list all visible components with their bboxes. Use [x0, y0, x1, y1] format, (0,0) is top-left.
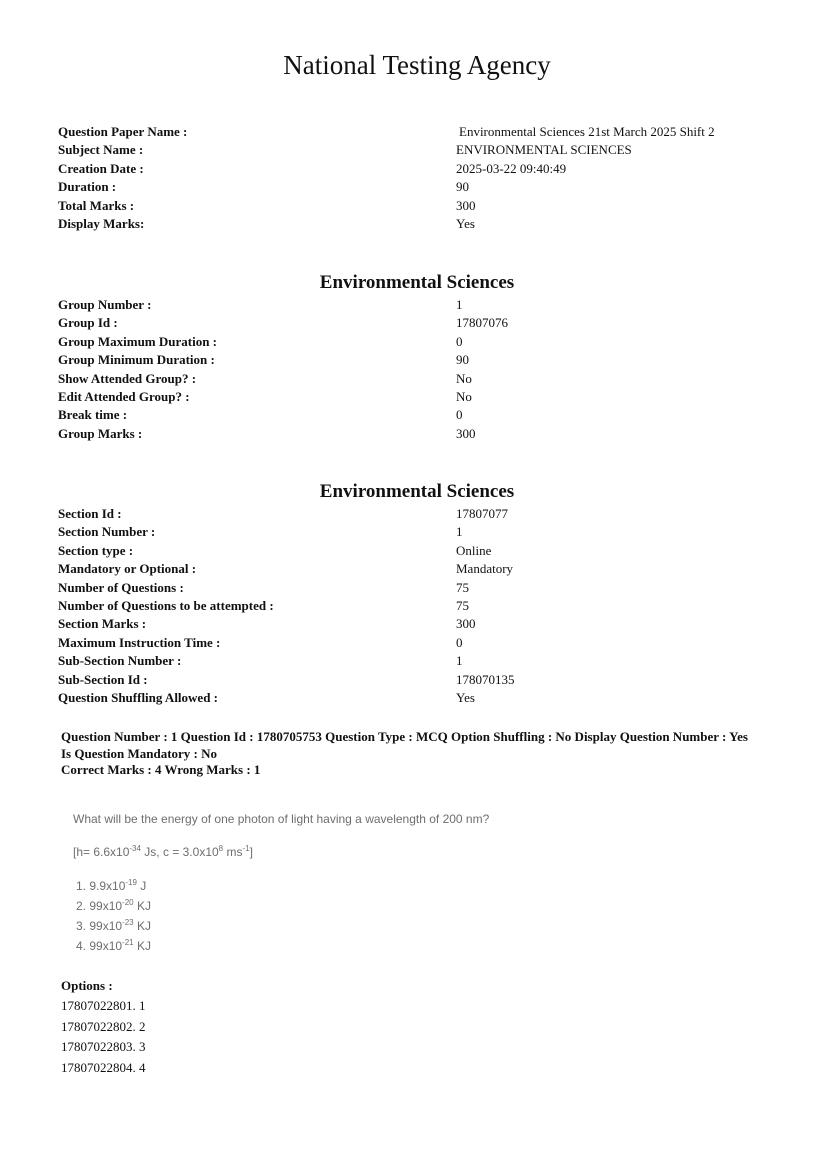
question-marks-line: Correct Marks : 4 Wrong Marks : 1	[61, 762, 261, 777]
page-title: National Testing Agency	[283, 50, 551, 80]
detail-label: Total Marks :	[58, 197, 135, 213]
detail-row	[58, 388, 778, 406]
detail-label: Section Number :	[58, 524, 156, 540]
section-heading: Environmental Sciences	[319, 481, 515, 502]
detail-row	[58, 615, 778, 633]
group-details	[58, 296, 778, 443]
detail-row	[58, 351, 778, 369]
question-meta	[61, 729, 781, 779]
detail-label: Group Minimum Duration :	[58, 352, 215, 368]
detail-label: Group Maximum Duration :	[58, 333, 218, 349]
detail-value: ENVIRONMENTAL SCIENCES	[456, 142, 632, 158]
detail-value: 2025-03-22 09:40:49	[456, 160, 567, 176]
question-text: What will be the energy of one photon of light having a wavelength of 200 nm?	[73, 812, 490, 826]
detail-label: Subject Name :	[58, 142, 144, 158]
detail-label: Edit Attended Group? :	[58, 388, 190, 404]
question-constants: [$h= 6.6x10^{-34}$ Js, $c = 3.0x10^8$ $ms^{-1}$]	[73, 844, 253, 859]
question-meta-line: Question Number : 1 Question Id : 1780705753 Question Type : MCQ Option Shuffling : No Display Question Number : Yes	[61, 729, 748, 744]
detail-row	[58, 370, 778, 388]
section-details	[58, 505, 778, 707]
detail-value: 90	[456, 179, 469, 195]
detail-row	[58, 634, 778, 652]
detail-row	[58, 671, 778, 689]
detail-label: Sub-Section Id :	[58, 671, 148, 687]
detail-row	[58, 178, 778, 196]
detail-value: 75	[456, 579, 469, 595]
detail-value: Yes	[456, 689, 475, 705]
option-item: 17807022803. 3	[61, 1039, 146, 1054]
detail-label: Section Marks :	[58, 616, 147, 632]
answer-choice: 4. $99x10^{-21}$ KJ	[76, 938, 151, 953]
detail-label: Section type :	[58, 542, 134, 558]
detail-value: 1	[456, 524, 463, 540]
detail-label: Creation Date :	[58, 160, 144, 176]
detail-label: Show Attended Group? :	[58, 370, 197, 386]
detail-row	[58, 215, 778, 233]
detail-label: Duration :	[58, 179, 117, 195]
detail-label: Display Marks:	[58, 215, 145, 231]
detail-row	[58, 141, 778, 159]
detail-label: Section Id :	[58, 506, 122, 521]
detail-value: Yes	[456, 215, 475, 231]
detail-label: Maximum Instruction Time :	[58, 634, 221, 650]
detail-value: No	[456, 388, 472, 404]
detail-row	[58, 597, 778, 615]
option-item: 17807022801. 1	[61, 998, 146, 1013]
options-label: Options :	[61, 978, 113, 993]
detail-row	[58, 160, 778, 178]
detail-value: 300	[456, 425, 476, 441]
answer-choice: 2. $99x10^{-20}$ KJ	[76, 898, 151, 913]
detail-label: Group Number :	[58, 297, 152, 312]
detail-value: 1	[456, 653, 463, 669]
detail-value: 178070135	[456, 671, 515, 687]
detail-row	[58, 425, 778, 443]
detail-row	[58, 505, 778, 523]
detail-row	[58, 579, 778, 597]
detail-row	[58, 523, 778, 541]
detail-row	[58, 689, 778, 707]
detail-row	[58, 296, 778, 314]
detail-label: Break time :	[58, 407, 128, 423]
detail-value: 300	[456, 197, 476, 213]
group-heading: Environmental Sciences	[319, 272, 515, 293]
detail-label: Number of Questions to be attempted :	[58, 597, 274, 613]
question-mandatory-line: Is Question Mandatory : No	[61, 745, 218, 761]
detail-label: Group Id :	[58, 315, 118, 331]
detail-value: 0	[456, 333, 463, 349]
detail-row	[58, 406, 778, 424]
detail-label: Mandatory or Optional :	[58, 561, 197, 577]
detail-value: 1	[456, 297, 463, 312]
detail-row	[58, 123, 778, 141]
option-item: 17807022802. 2	[61, 1019, 146, 1034]
detail-value: 17807076	[456, 315, 508, 331]
detail-value: Online	[456, 542, 492, 558]
detail-label: Group Marks :	[58, 425, 143, 441]
detail-value: 0	[456, 407, 463, 423]
answer-choice: 3. $99x10^{-23}$ KJ	[76, 918, 151, 933]
detail-label: Number of Questions :	[58, 579, 184, 595]
detail-label: Question Paper Name :	[58, 124, 188, 139]
detail-label: Sub-Section Number :	[58, 653, 182, 669]
detail-value: 0	[456, 634, 463, 650]
detail-row	[58, 197, 778, 215]
detail-value: Environmental Sciences 21st March 2025 Shift 2	[459, 124, 715, 139]
paper-details	[58, 123, 778, 233]
detail-row	[58, 333, 778, 351]
answer-choice: 1. $9.9x10^{-19}$ J	[76, 878, 147, 893]
detail-row	[58, 314, 778, 332]
detail-row	[58, 652, 778, 670]
detail-row	[58, 560, 778, 578]
detail-value: Mandatory	[456, 561, 514, 577]
detail-value: 300	[456, 616, 476, 632]
detail-row	[58, 542, 778, 560]
detail-value: 90	[456, 352, 469, 368]
detail-value: No	[456, 370, 472, 386]
option-item: 17807022804. 4	[61, 1060, 146, 1075]
detail-value: 75	[456, 597, 469, 613]
detail-value: 17807077	[456, 506, 508, 521]
detail-label: Question Shuffling Allowed :	[58, 689, 219, 705]
